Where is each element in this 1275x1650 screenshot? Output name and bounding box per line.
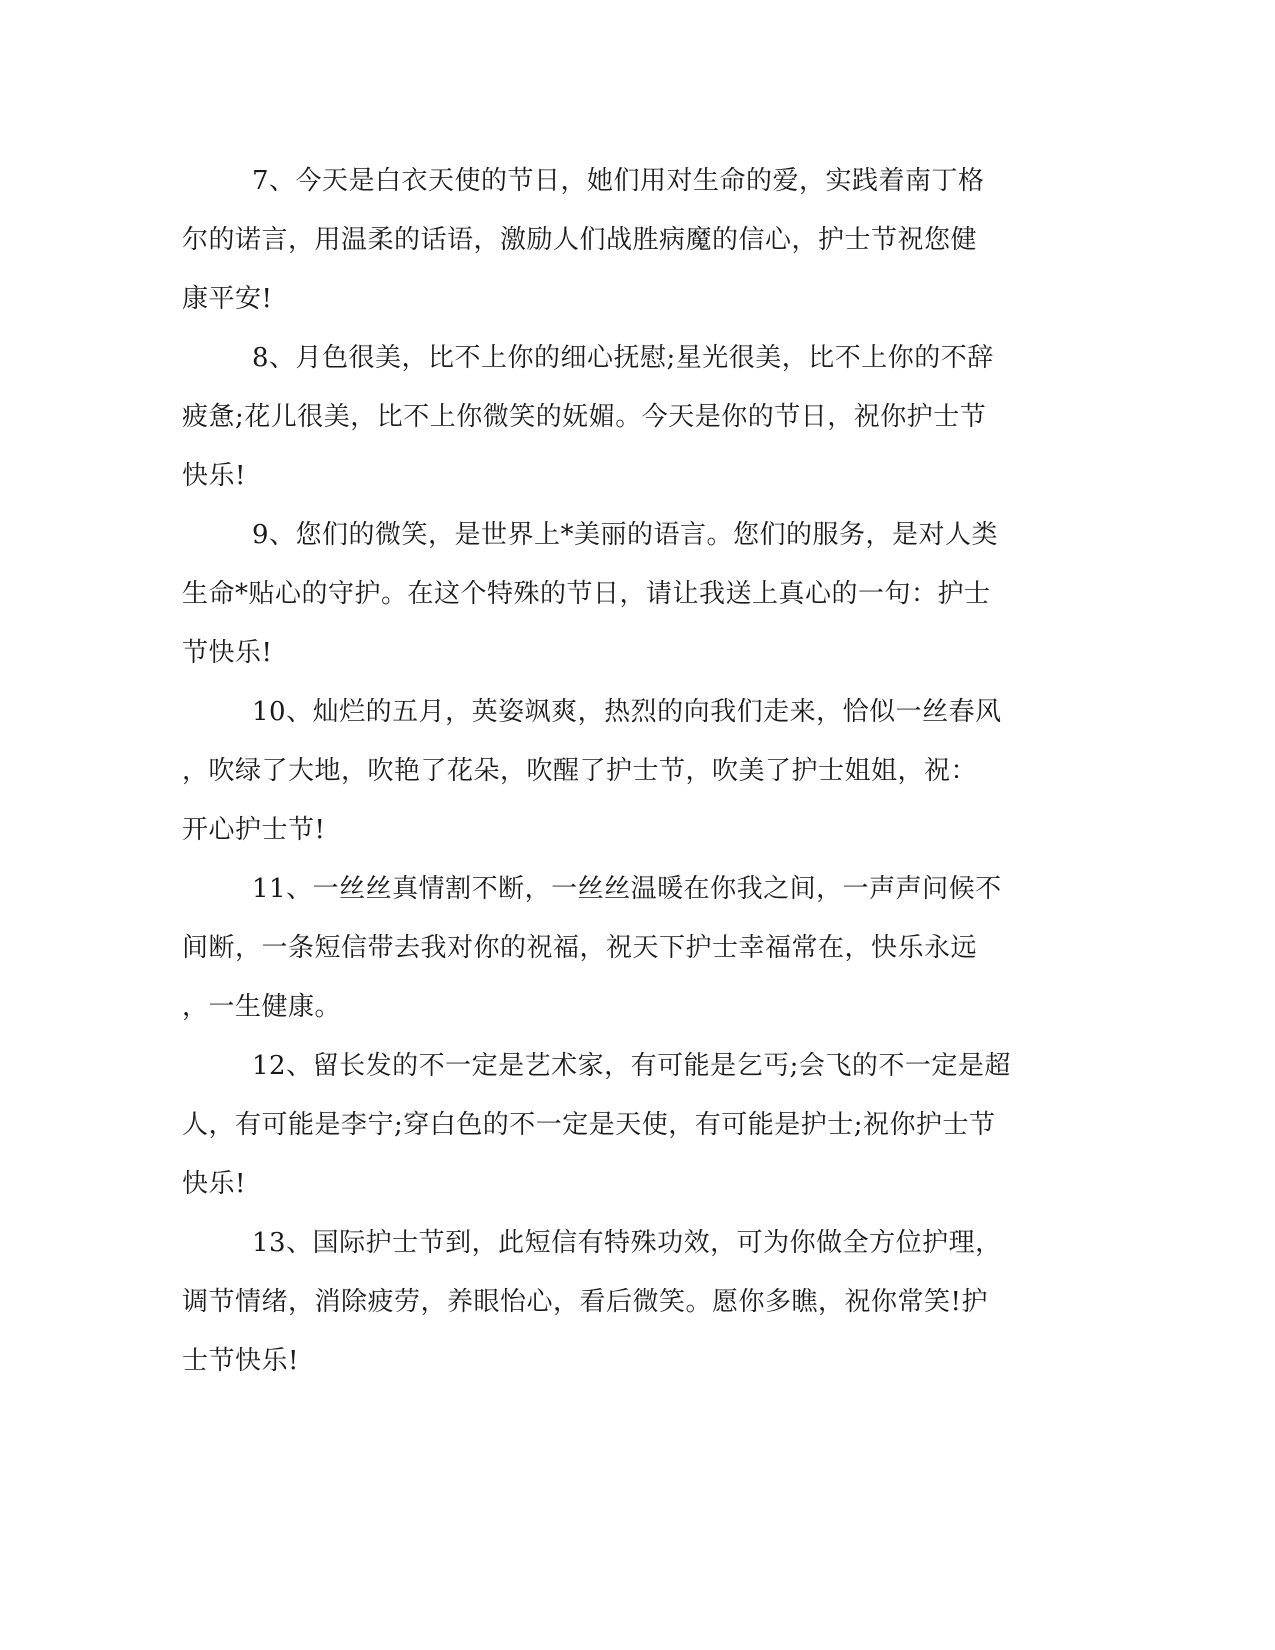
paragraph-line: 13、国际护士节到，此短信有特殊功效，可为你做全方位护理， <box>252 1228 1002 1258</box>
paragraph-line: 康平安! <box>182 284 273 314</box>
paragraph-line: 快乐! <box>182 1169 246 1199</box>
paragraph-line: 人，有可能是李宁;穿白色的不一定是天使，有可能是护士;祝你护士节 <box>182 1110 996 1140</box>
paragraph-line: 疲惫;花儿很美，比不上你微笑的妩媚。今天是你的节日，祝你护士节 <box>182 402 987 432</box>
paragraph-12 <box>182 1037 1042 1214</box>
paragraph-line: 10、灿烂的五月，英姿飒爽，热烈的向我们走来，恰似一丝春风 <box>252 697 1002 727</box>
paragraph-line: 生命*贴心的守护。在这个特殊的节日，请让我送上真心的一句：护士 <box>182 579 991 609</box>
paragraph-line: 调节情绪，消除疲劳，养眼怡心，看后微笑。愿你多瞧，祝你常笑!护 <box>182 1287 988 1317</box>
paragraph-line: ，一生健康。 <box>182 992 342 1022</box>
document-body <box>182 152 1042 1391</box>
paragraph-line: 7、今天是白衣天使的节日，她们用对生命的爱，实践着南丁格 <box>252 166 985 196</box>
paragraph-13 <box>182 1214 1042 1391</box>
paragraph-line: 9、您们的微笑，是世界上*美丽的语言。您们的服务，是对人类 <box>252 520 999 550</box>
paragraph-10 <box>182 683 1042 860</box>
paragraph-line: 8、月色很美，比不上你的细心抚慰;星光很美，比不上你的不辞 <box>252 343 994 373</box>
paragraph-8 <box>182 329 1042 506</box>
paragraph-11 <box>182 860 1042 1037</box>
paragraph-9 <box>182 506 1042 683</box>
paragraph-line: 快乐! <box>182 461 246 491</box>
paragraph-line: 11、一丝丝真情割不断，一丝丝温暖在你我之间，一声声问候不 <box>252 874 1002 904</box>
paragraph-line: ，吹绿了大地，吹艳了花朵，吹醒了护士节，吹美了护士姐姐，祝： <box>182 756 978 786</box>
paragraph-line: 士节快乐! <box>182 1346 299 1376</box>
paragraph-line: 尔的诺言，用温柔的话语，激励人们战胜病魔的信心，护士节祝您健 <box>182 225 978 255</box>
paragraph-line: 节快乐! <box>182 638 273 668</box>
paragraph-7 <box>182 152 1042 329</box>
paragraph-line: 开心护士节! <box>182 815 326 845</box>
paragraph-line: 间断，一条短信带去我对你的祝福，祝天下护士幸福常在，快乐永远 <box>182 933 978 963</box>
paragraph-line: 12、留长发的不一定是艺术家，有可能是乞丐;会飞的不一定是超 <box>252 1051 1011 1081</box>
